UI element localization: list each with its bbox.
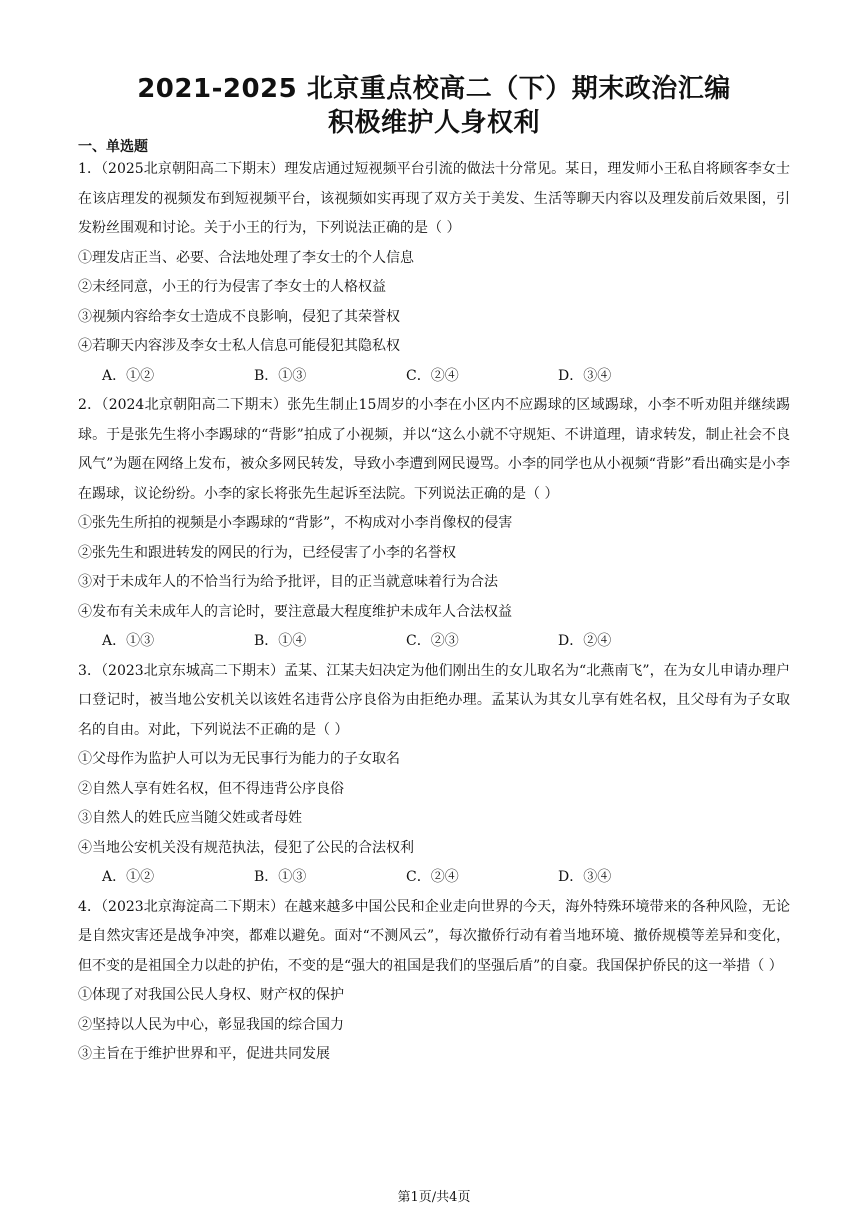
statement-option: ③视频内容给李女士造成不良影响，侵犯了其荣誉权 (78, 308, 400, 325)
statement-option: ①体现了对我国公民人身权、财产权的保护 (78, 987, 344, 1003)
doc-title-line1: 2021-2025 北京重点校高二（下）期末政治汇编 (137, 74, 731, 104)
statement-option: ②未经同意，小王的行为侵害了李女士的人格权益 (78, 279, 386, 295)
statement-option: ③对于未成年人的不恰当行为给予批评，目的正当就意味着行为合法 (78, 574, 498, 590)
statement-option: ①理发店正当、必要、合法地处理了李女士的个人信息 (78, 249, 414, 266)
question-3 (78, 657, 790, 893)
statement-option: ②坚持以人民为中心，彰显我国的综合国力 (78, 1016, 344, 1033)
section-heading: 一、单选题 (78, 139, 148, 155)
choice-c: C．②④ (406, 367, 459, 384)
page-footer: 第1页/共4页 (397, 1190, 471, 1205)
question-list (78, 155, 790, 1070)
question-2 (78, 391, 790, 657)
choice-a: A．①② (102, 869, 155, 885)
choice-b: B．①④ (254, 633, 307, 649)
statement-option: ④若聊天内容涉及李女士私人信息可能侵犯其隐私权 (78, 338, 400, 354)
answer-choices (102, 863, 790, 893)
choice-d: D．③④ (558, 869, 612, 885)
choice-a: A．①③ (102, 633, 155, 649)
doc-title-line2: 积极维护人身权利 (327, 108, 540, 138)
choice-d: D．③④ (558, 367, 612, 384)
question-stem: 1．（2025北京朝阳高二下期末）理发店通过短视频平台引流的做法十分常见。某日，理发师小王私自将顾客李女士在该店理发的视频发布到短视频平台，该视频如实再现了双方关于美发、生活等聊天内容以及理发前后效果图，引发粉丝围观和讨论。关于小王的行为，下列说法正确的是（ ） (78, 161, 790, 236)
question-stem: 2．（2024北京朝阳高二下期末）张先生制止15周岁的小李在小区内不应踢球的区域踢球，小李不听劝阻并继续踢球。于是张先生将小李踢球的“背影”拍成了小视频，并以“这么小就不守规矩、不讲道理，请求转发，制止社会不良风气”为题在网络上发布，被众多网民转发，导致小李遭到网民谩骂。小李的同学也从小视频“背影”看出确实是小李在踢球，议论纷纷。小李的家长将张先生起诉至法院。下列说法正确的是（ ） (78, 397, 790, 502)
question-stem: 4．（2023北京海淀高二下期末）在越来越多中国公民和企业走向世界的今天，海外特殊环境带来的各种风险，无论是自然灾害还是战争冲突，都难以避免。面对“不测风云”，每次撤侨行动有着当地环境、撤侨规模等差异和变化，但不变的是祖国全力以赴的护佑，不变的是“强大的祖国是我们的坚强后盾”的自豪。我国保护侨民的这一举措（ ） (78, 898, 790, 974)
statement-option: ③自然人的姓氏应当随父姓或者母姓 (78, 810, 302, 826)
choice-b: B．①③ (254, 367, 307, 384)
question-4 (78, 893, 790, 1070)
statement-option: ②自然人享有姓名权，但不得违背公序良俗 (78, 780, 344, 797)
statement-option: ②张先生和跟进转发的网民的行为，已经侵害了小李的名誉权 (78, 544, 456, 561)
choice-c: C．②④ (406, 869, 459, 885)
statement-option: ①张先生所拍的视频是小李踢球的“背影”，不构成对小李肖像权的侵害 (78, 515, 513, 531)
answer-choices (102, 627, 790, 657)
choice-c: C．②③ (406, 633, 459, 649)
question-1 (78, 155, 790, 391)
choice-b: B．①③ (254, 869, 307, 885)
choice-a: A．①② (102, 367, 155, 384)
question-stem: 3．（2023北京东城高二下期末）孟某、江某夫妇决定为他们刚出生的女儿取名为“北燕南飞”，在为女儿申请办理户口登记时，被当地公安机关以该姓名违背公序良俗为由拒绝办理。孟某认为其女儿享有姓名权，且父母有为子女取名的自由。对此，下列说法不正确的是（ ） (78, 662, 790, 738)
statement-option: ④当地公安机关没有规范执法，侵犯了公民的合法权利 (78, 839, 414, 856)
choice-d: D．②④ (558, 633, 612, 649)
statement-option: ④发布有关未成年人的言论时，要注意最大程度维护未成年人合法权益 (78, 603, 512, 620)
statement-option: ③主旨在于维护世界和平，促进共同发展 (78, 1046, 330, 1062)
statement-option: ①父母作为监护人可以为无民事行为能力的子女取名 (78, 751, 400, 767)
answer-choices (102, 362, 790, 392)
